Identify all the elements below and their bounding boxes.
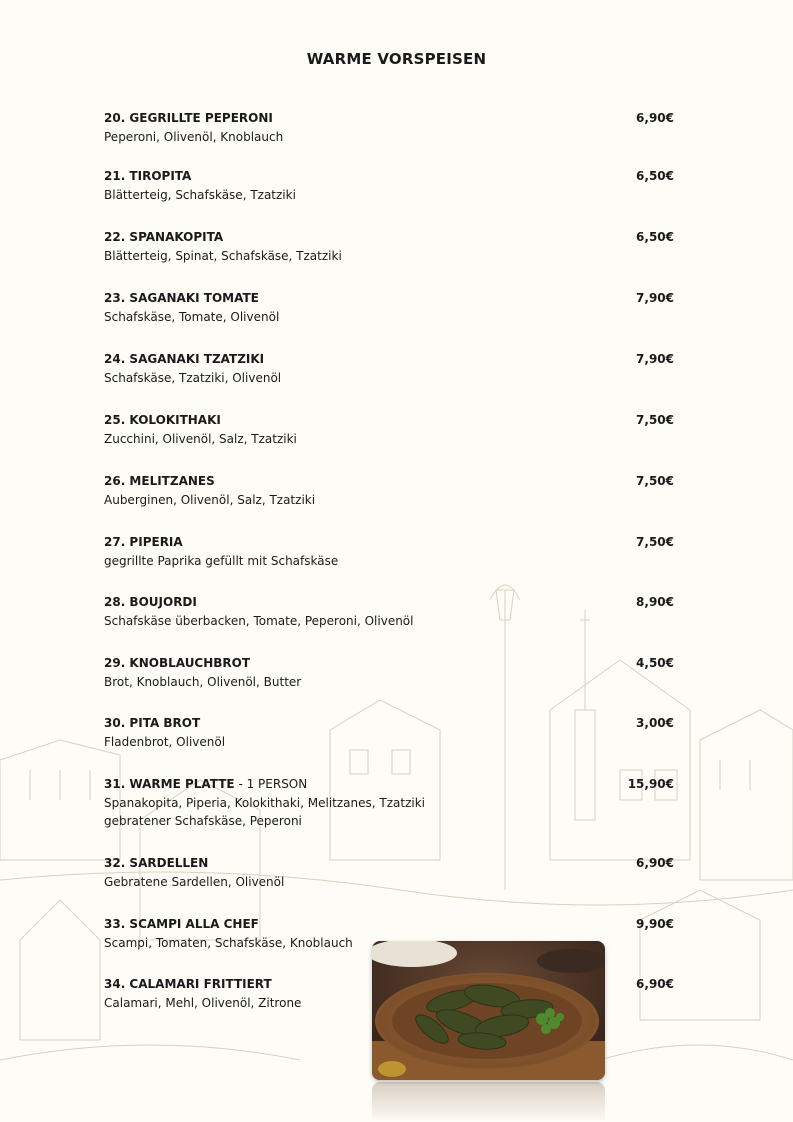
- item-name-main: 31. WARME PLATTE: [104, 777, 235, 791]
- item-name: 22. SPANAKOPITA: [104, 230, 224, 244]
- item-name: 27. PIPERIA: [104, 535, 183, 549]
- item-description: gegrillte Paprika gefüllt mit Schafskäse: [104, 554, 339, 568]
- item-description: Scampi, Tomaten, Schafskäse, Knoblauch: [104, 936, 353, 950]
- item-description: Gebratene Sardellen, Olivenöl: [104, 875, 285, 889]
- item-description: Blätterteig, Spinat, Schafskäse, Tzatziki: [104, 249, 342, 263]
- photo-reflection: [372, 1082, 605, 1122]
- menu-item: [104, 229, 674, 265]
- item-description: Brot, Knoblauch, Olivenöl, Butter: [104, 675, 302, 689]
- item-price: 6,90€: [636, 856, 674, 870]
- menu-item: [104, 351, 674, 387]
- item-name: 26. MELITZANES: [104, 474, 215, 488]
- item-price: 7,50€: [636, 535, 674, 549]
- page-title: WARME VORSPEISEN: [306, 50, 487, 68]
- item-description: Zucchini, Olivenöl, Salz, Tzatziki: [104, 432, 297, 446]
- item-price: 8,90€: [636, 595, 674, 609]
- item-price: 9,90€: [636, 917, 674, 931]
- item-name: 34. CALAMARI FRITTIERT: [104, 977, 272, 991]
- item-price: 7,50€: [636, 413, 674, 427]
- item-price: 6,50€: [636, 169, 674, 183]
- item-name: 29. KNOBLAUCHBROT: [104, 656, 251, 670]
- menu-item: [104, 534, 674, 570]
- item-name: 21. TIROPITA: [104, 169, 192, 183]
- item-price: 4,50€: [636, 656, 674, 670]
- menu-item: [104, 776, 674, 830]
- menu-item: [104, 715, 674, 751]
- item-price: 6,90€: [636, 111, 674, 125]
- item-name: 32. SARDELLEN: [104, 856, 209, 870]
- item-price: 6,90€: [636, 977, 674, 991]
- item-price: 7,90€: [636, 291, 674, 305]
- item-description: Peperoni, Olivenöl, Knoblauch: [104, 130, 284, 144]
- item-description: Schafskäse überbacken, Tomate, Peperoni, Olivenöl: [104, 614, 414, 628]
- item-name: 23. SAGANAKI TOMATE: [104, 291, 259, 305]
- dolmades-photo: [372, 941, 605, 1080]
- menu-item: [104, 168, 674, 204]
- item-description-line2: gebratener Schafskäse, Peperoni: [104, 814, 302, 828]
- item-name: 20. GEGRILLTE PEPERONI: [104, 111, 273, 125]
- item-description: Schafskäse, Tzatziki, Olivenöl: [104, 371, 282, 385]
- menu-item: [104, 855, 674, 891]
- item-name: 30. PITA BROT: [104, 716, 201, 730]
- item-name: 33. SCAMPI ALLA CHEF: [104, 917, 259, 931]
- menu-item: [104, 655, 674, 691]
- menu-item: [104, 110, 674, 146]
- menu-item: [104, 412, 674, 448]
- item-description: Auberginen, Olivenöl, Salz, Tzatziki: [104, 493, 316, 507]
- item-price: 7,50€: [636, 474, 674, 488]
- item-price: 6,50€: [636, 230, 674, 244]
- item-description: Blätterteig, Schafskäse, Tzatziki: [104, 188, 296, 202]
- item-price: 7,90€: [636, 352, 674, 366]
- item-name: 24. SAGANAKI TZATZIKI: [104, 352, 265, 366]
- menu-item: [104, 473, 674, 509]
- item-name: 25. KOLOKITHAKI: [104, 413, 221, 427]
- item-price: 15,90€: [627, 777, 674, 791]
- item-name: [104, 776, 307, 792]
- menu-item: [104, 290, 674, 326]
- item-description: Fladenbrot, Olivenöl: [104, 735, 226, 749]
- item-name: 28. BOUJORDI: [104, 595, 197, 609]
- menu-item: [104, 594, 674, 630]
- item-price: 3,00€: [636, 716, 674, 730]
- item-description: Schafskäse, Tomate, Olivenöl: [104, 310, 280, 324]
- item-description: Calamari, Mehl, Olivenöl, Zitrone: [104, 996, 302, 1010]
- item-name-portion: - 1 PERSON: [234, 777, 308, 791]
- item-description: Spanakopita, Piperia, Kolokithaki, Melitzanes, Tzatziki: [104, 796, 425, 810]
